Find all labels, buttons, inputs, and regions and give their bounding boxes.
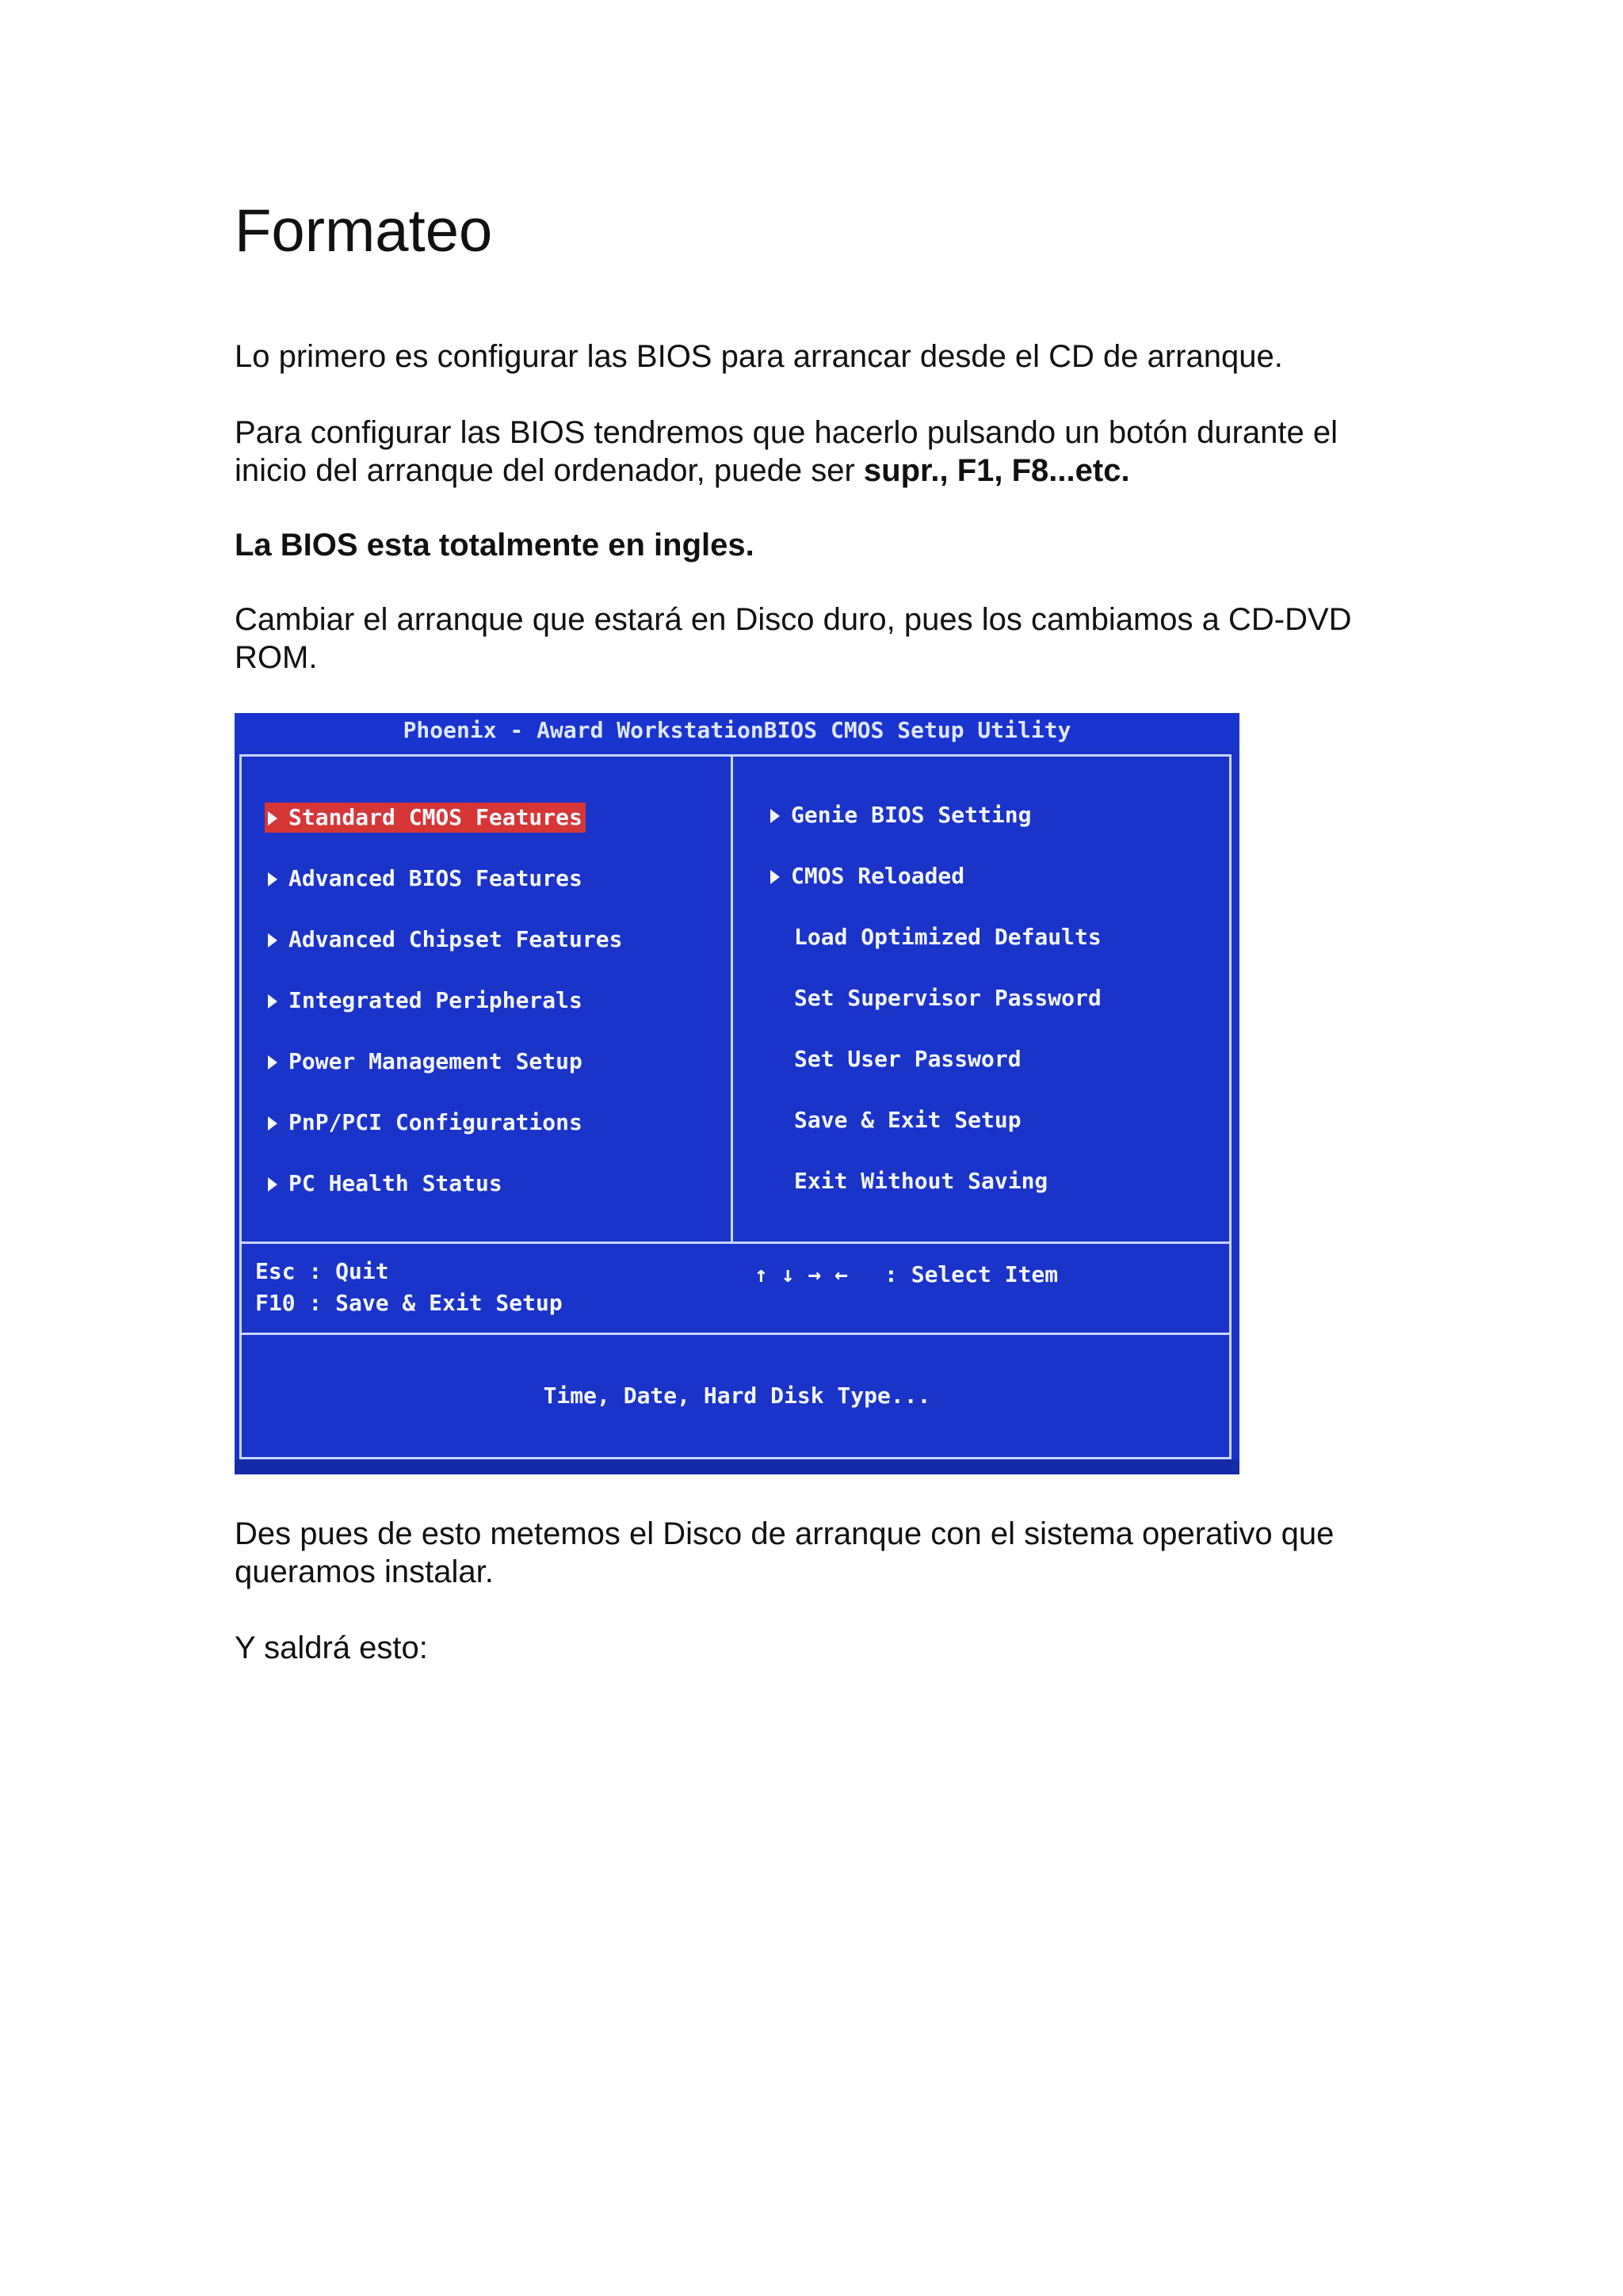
bios-item-pnp-pci[interactable] [268, 1108, 582, 1138]
triangle-right-icon [770, 870, 780, 884]
paragraph-boot-order-line1: Cambiar el arranque que estará en Disco duro, pues los cambiamos a CD-DVD [235, 602, 1352, 637]
triangle-right-icon [268, 872, 277, 887]
bios-item-standard-cmos[interactable] [265, 803, 586, 833]
paragraph-insert-disc [235, 1515, 1423, 1591]
paragraph-bios-english: La BIOS esta totalmente en ingles. [235, 528, 754, 563]
bios-help-line: Time, Date, Hard Disk Type... [543, 1383, 931, 1409]
bios-frame [239, 754, 1232, 1459]
bios-item-label: Genie BIOS Setting [791, 802, 1032, 828]
bios-item-integrated-peripherals[interactable] [268, 986, 582, 1016]
bios-item-label: CMOS Reloaded [791, 863, 965, 889]
paragraph-boot-order [235, 601, 1423, 677]
triangle-right-icon [268, 1055, 277, 1070]
paragraph-insert-disc-line2: queramos instalar. [235, 1554, 494, 1589]
bios-item-advanced-chipset[interactable] [268, 925, 622, 955]
bios-item-label: Power Management Setup [288, 1048, 582, 1074]
bios-item-label: Advanced Chipset Features [288, 926, 623, 952]
bios-item-save-exit[interactable]: Save & Exit Setup [794, 1107, 1022, 1133]
bios-screenshot [235, 713, 1239, 1474]
bios-footer-arrows-icon: ↑ ↓ → ← [754, 1261, 849, 1287]
paragraph-bios-config: Lo primero es configurar las BIOS para arrancar desde el CD de arranque. [235, 339, 1283, 374]
triangle-right-icon [268, 933, 277, 948]
bios-item-label: Integrated Peripherals [288, 987, 582, 1013]
bios-item-exit-without-saving[interactable]: Exit Without Saving [794, 1168, 1048, 1194]
bios-item-cmos-reloaded[interactable] [770, 861, 964, 891]
triangle-right-icon [268, 1116, 277, 1131]
triangle-right-icon [268, 994, 277, 1009]
paragraph-bios-keys-bold: supr., F1, F8...etc. [863, 453, 1130, 488]
bios-vertical-divider [731, 754, 733, 1243]
bios-divider-bottom [239, 1333, 1232, 1335]
bios-footer-esc: Esc : Quit [255, 1258, 389, 1284]
bios-footer-select: : Select Item [884, 1261, 1059, 1287]
bios-item-label: Advanced BIOS Features [288, 865, 582, 891]
paragraph-bios-keys-line1: Para configurar las BIOS tendremos que hacerlo pulsando un botón durante el [235, 415, 1338, 450]
paragraph-bios-keys-line2: inicio del arranque del ordenador, puede ser [235, 453, 864, 488]
paragraph-result: Y saldrá esto: [235, 1630, 428, 1665]
bios-footer-f10: F10 : Save & Exit Setup [255, 1290, 563, 1316]
paragraph-bios-keys [235, 414, 1423, 490]
triangle-right-icon [268, 811, 277, 826]
bios-item-label: PC Health Status [288, 1170, 502, 1196]
triangle-right-icon [268, 1177, 277, 1192]
page-title: Formateo [235, 197, 493, 265]
bios-item-power-management[interactable] [268, 1047, 582, 1077]
bios-item-label: PnP/PCI Configurations [288, 1109, 582, 1135]
triangle-right-icon [770, 809, 780, 823]
bios-item-user-password[interactable]: Set User Password [794, 1046, 1022, 1072]
bios-item-advanced-bios[interactable] [268, 864, 582, 894]
bios-item-genie-bios[interactable] [770, 800, 1031, 830]
bios-title: Phoenix - Award WorkstationBIOS CMOS Setup Utility [235, 713, 1239, 748]
bios-item-supervisor-password[interactable]: Set Supervisor Password [794, 985, 1102, 1011]
bios-item-load-optimized[interactable]: Load Optimized Defaults [794, 924, 1102, 950]
paragraph-boot-order-line2: ROM. [235, 640, 318, 675]
bios-item-pc-health[interactable] [268, 1169, 502, 1199]
bios-divider-top [239, 1241, 1232, 1244]
bios-item-label: Standard CMOS Features [288, 804, 582, 830]
bios-bottom-edge [235, 1459, 1239, 1474]
paragraph-insert-disc-line1: Des pues de esto metemos el Disco de arranque con el sistema operativo que [235, 1516, 1335, 1551]
